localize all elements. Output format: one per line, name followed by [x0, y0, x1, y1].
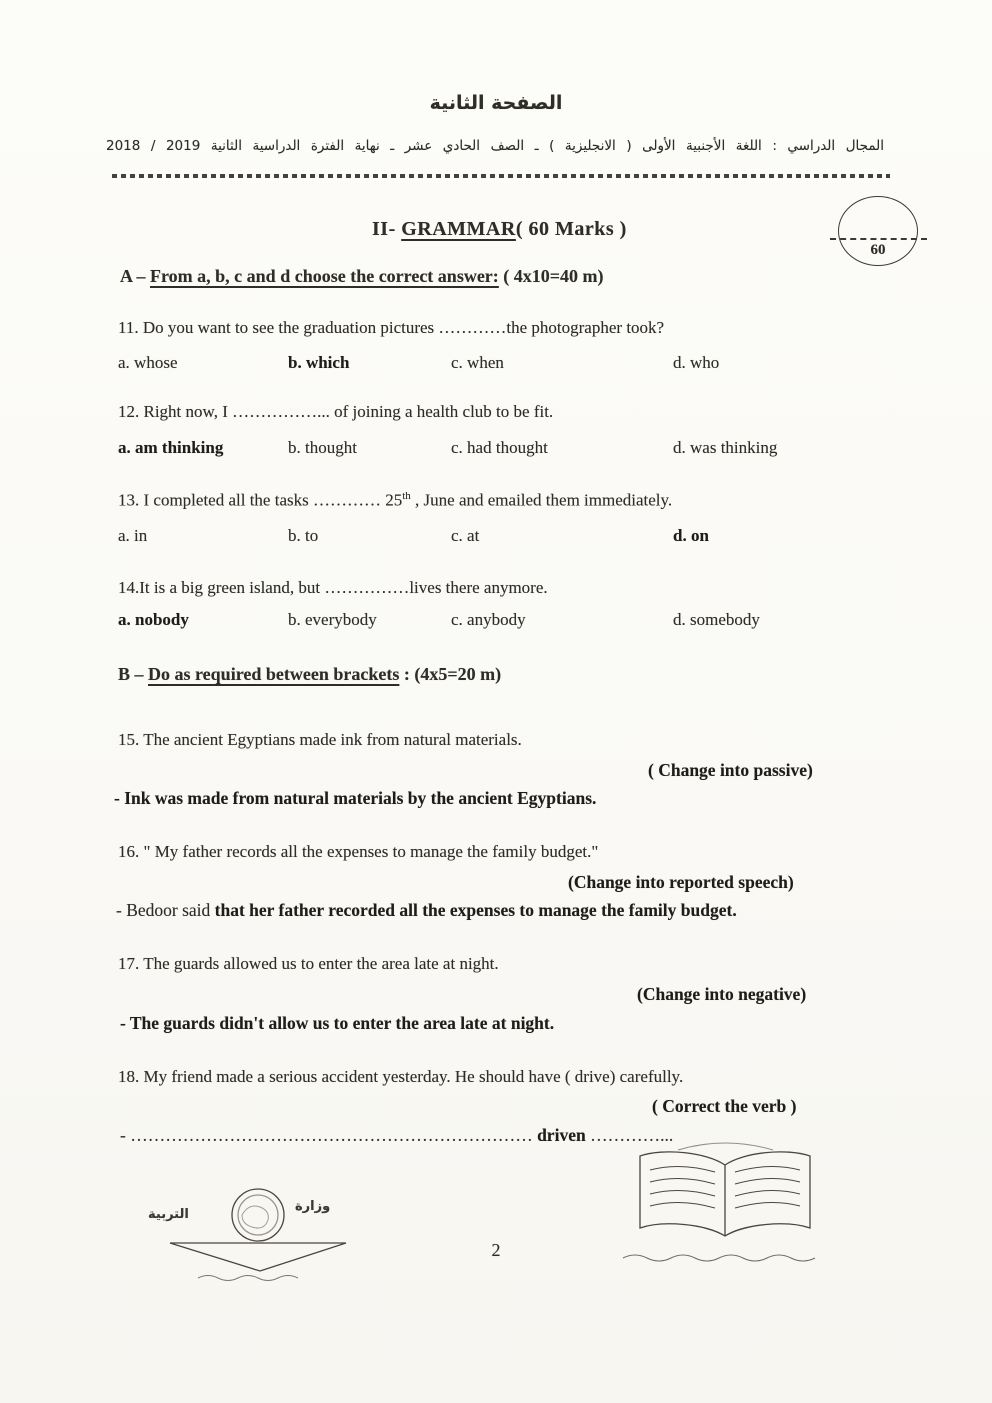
part-b-heading [118, 664, 501, 685]
question-18-answer [120, 1125, 673, 1146]
question-12-text: Right now, I ……………... of joining a health club to be fit. [143, 402, 554, 421]
part-a-heading-text: From a, b, c and d choose the correct answer: [150, 266, 499, 286]
question-14 [118, 578, 548, 598]
question-16-answer-lead: - Bedoor said [116, 900, 215, 920]
question-15 [118, 730, 522, 750]
question-15-instruction: ( Change into passive) [648, 760, 813, 780]
course-info-line: المجال الدراسي : اللغة الأجنبية الأولى ( الانجليزية ) ـ الصف الحادي عشر ـ نهاية الفترة الدراسية الثانية 2019 / 2018 [106, 138, 884, 154]
question-13-options [118, 526, 709, 546]
question-13-text: I completed all the tasks ………… 25 [143, 490, 403, 510]
section-word: GRAMMAR [401, 218, 516, 240]
ministry-stamp [140, 1185, 355, 1285]
question-16-instruction: (Change into reported speech) [568, 872, 794, 892]
option-12-c: c. had thought [451, 438, 548, 457]
option-12-d: d. was thinking [673, 438, 778, 457]
question-16-answer-main: that her father recorded all the expenses to manage the family budget. [214, 900, 737, 920]
question-13 [118, 490, 672, 511]
question-12-number: 12. [118, 402, 140, 421]
question-17-text: 17. The guards allowed us to enter the area late at night. [118, 954, 499, 973]
stamp-word-education: التربية [148, 1207, 189, 1222]
option-11-c: c. when [451, 353, 504, 372]
option-13-a: a. in [118, 526, 148, 545]
option-13-d: d. on [673, 526, 709, 545]
option-13-b: b. to [288, 526, 319, 545]
question-17 [118, 954, 499, 974]
page-title-arabic: الصفحة الثانية [429, 92, 563, 114]
question-13-number: 13. [118, 490, 140, 510]
question-17-answer: - The guards didn't allow us to enter the area late at night. [120, 1013, 555, 1033]
section-title [372, 218, 627, 241]
question-11 [118, 318, 664, 338]
part-b-marks: : (4x5=20 m) [403, 664, 502, 684]
question-14-text: It is a big green island, but ……………lives there anymore. [139, 578, 548, 597]
part-a-label: A – [120, 266, 146, 286]
part-a-heading [120, 266, 604, 287]
question-16-answer [116, 900, 737, 921]
question-18-answer-dots-right: …………... [590, 1125, 674, 1145]
question-18-text: 18. My friend made a serious accident yesterday. He should have ( drive) carefully. [118, 1067, 684, 1086]
question-17-instruction: (Change into negative) [637, 984, 807, 1004]
marks-circle [838, 196, 918, 266]
option-12-a: a. am thinking [118, 438, 224, 457]
option-14-a: a. nobody [118, 610, 189, 629]
option-11-a: a. whose [118, 353, 178, 372]
question-11-text: Do you want to see the graduation pictures …………the photographer took? [142, 318, 665, 337]
option-11-d: d. who [673, 353, 720, 372]
question-18 [118, 1067, 683, 1087]
question-15-answer: - Ink was made from natural materials by the ancient Egyptians. [114, 788, 597, 808]
marks-circle-line [830, 238, 927, 240]
option-14-d: d. somebody [673, 610, 760, 629]
stamp-word-ministry: وزارة [295, 1199, 331, 1214]
question-15-text: 15. The ancient Egyptians made ink from natural materials. [118, 730, 522, 749]
section-marks: ( 60 Marks ) [515, 218, 627, 240]
question-11-number: 11. [118, 318, 139, 337]
part-b-label: B – [118, 664, 144, 684]
question-12-options [118, 438, 777, 458]
book-emblem-graphic [618, 1140, 833, 1280]
question-18-instruction: ( Correct the verb ) [652, 1096, 797, 1116]
marks-circle-value: 60 [870, 242, 886, 258]
option-13-c: c. at [451, 526, 480, 545]
part-b-heading-text: Do as required between brackets [148, 664, 400, 684]
question-13-text-tail: , June and emailed them immediately. [410, 490, 673, 510]
question-18-answer-word: driven [537, 1125, 586, 1145]
question-12 [118, 402, 553, 422]
option-12-b: b. thought [288, 438, 357, 457]
question-14-options [118, 610, 760, 630]
page-number: 2 [491, 1240, 501, 1260]
question-13-superscript: th [402, 490, 411, 502]
book-emblem [618, 1140, 833, 1280]
question-14-number: 14. [118, 578, 140, 597]
question-16-text: 16. " My father records all the expenses to manage the family budget." [118, 842, 599, 861]
section-roman: II- [372, 218, 396, 240]
option-11-b: b. which [288, 353, 350, 372]
option-14-b: b. everybody [288, 610, 377, 629]
part-a-marks: ( 4x10=40 m) [503, 266, 604, 286]
option-14-c: c. anybody [451, 610, 526, 629]
question-18-answer-dots-left: - …………………………………………………………… [120, 1125, 533, 1145]
question-11-options [118, 353, 719, 373]
question-16 [118, 842, 598, 862]
separator-dashed-line [112, 174, 890, 178]
